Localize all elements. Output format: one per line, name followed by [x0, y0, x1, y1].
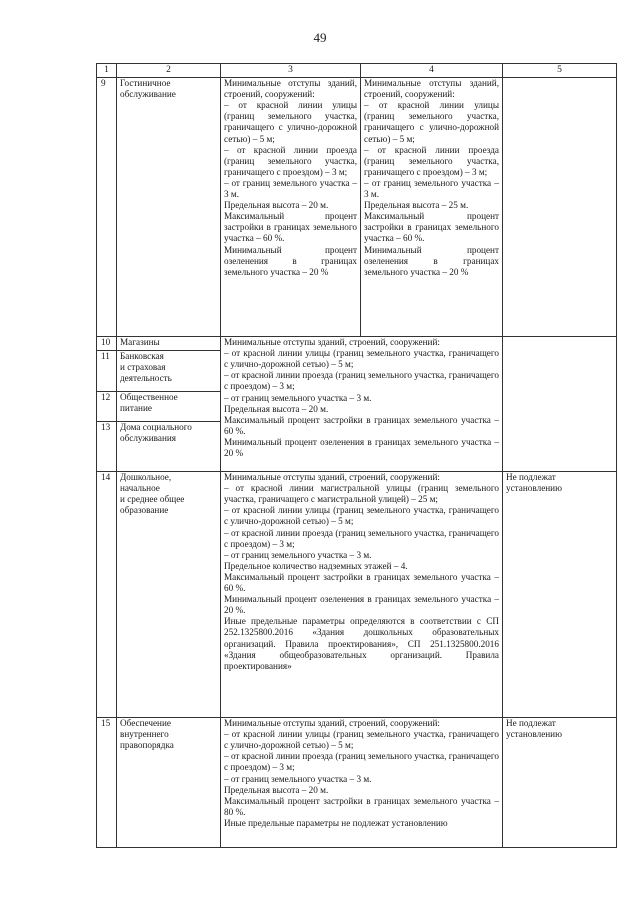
parameter-line: Максимальный процент застройки в границах земельного участка – 60 %. — [224, 414, 499, 436]
parameters-col4 — [361, 78, 503, 337]
parameter-line: – от границ земельного участка – 3 м. — [224, 392, 372, 403]
parameter-line: Предельная высота – 20 м. — [224, 784, 329, 795]
table-row — [97, 78, 617, 337]
parameter-line: – от красной линии улицы (границ земельного участка, граничащего с улично-дорожной сетью) – 5 м; — [364, 100, 499, 144]
parameter-line: – от красной линии улицы (границ земельного участка, граничащего с улично-дорожной сетью) – 5 м; — [224, 348, 499, 370]
parameter-line: Предельное количество надземных этажей – 4. — [224, 560, 408, 571]
notes-cell: Не подлежат установлению — [503, 472, 617, 718]
parameter-line: Предельная высота – 20 м. — [224, 403, 329, 414]
parameter-line: Максимальный процент застройки в границах земельного участка – 60 %. — [224, 571, 499, 594]
land-use-name: Дошкольное, начальное и среднее общее образование — [117, 472, 221, 718]
parameter-line: – от границ земельного участка – 3 м. — [224, 177, 357, 200]
parameter-line: – от границ земельного участка – 3 м. — [364, 177, 499, 200]
parameter-line: – от красной линии проезда (границ земельного участка, граничащего с проездом) – 3 м; — [224, 144, 357, 177]
parameter-line: Минимальные отступы зданий, строений, сооружений: — [224, 337, 440, 348]
parameter-line: Минимальный процент озеленения в границах земельного участка – 20 % — [364, 244, 499, 277]
regulations-table — [96, 63, 617, 848]
parameters-merged — [221, 337, 503, 472]
parameter-line: Максимальный процент застройки в границах земельного участка – 80 %. — [224, 795, 499, 817]
header-cell-3: 3 — [221, 64, 361, 78]
parameters-merged — [221, 472, 503, 718]
table-header-row — [97, 64, 617, 78]
parameters-merged — [221, 718, 503, 848]
header-cell-2: 2 — [117, 64, 221, 78]
parameter-line: Минимальный процент озеленения в границах земельного участка – 20 % — [224, 244, 357, 277]
row-number: 15 — [97, 718, 117, 848]
parameter-line: Предельная высота – 20 м. — [224, 200, 329, 211]
table-row — [97, 337, 617, 351]
parameter-line: – от границ земельного участка – 3 м. — [224, 773, 372, 784]
parameter-line: – от красной линии улицы (границ земельного участка, граничащего с улично-дорожной сетью) – 5 м; — [224, 100, 357, 144]
parameter-line: Минимальный процент озеленения в границах земельного участка – 20 % — [224, 436, 499, 459]
table-row — [97, 472, 617, 718]
row-number: 11 — [97, 351, 117, 392]
parameters-col3 — [221, 78, 361, 337]
table-row — [97, 718, 617, 848]
row-number: 10 — [97, 337, 117, 351]
row-number: 9 — [97, 78, 117, 337]
land-use-name: Гостиничное обслуживание — [117, 78, 221, 337]
parameter-line: Иные предельные параметры определяются в соответствии с СП 252.1325800.2016 «Здания дошкольных образовательных организаций. Правила проектирования», СП 251.1325800.2016 «Здания общеобразовательных организаций. Правила проектирования» — [224, 616, 499, 671]
header-cell-1: 1 — [97, 64, 117, 78]
parameter-line: – от красной линии проезда (границ земельного участка, граничащего с проездом) – 3 м; — [224, 751, 499, 773]
row-number: 14 — [97, 472, 117, 718]
parameter-line: – от красной линии улицы (границ земельного участка, граничащего с улично-дорожной сетью) – 5 м; — [224, 729, 499, 751]
land-use-name: Банковская и страховая деятельность — [117, 351, 221, 392]
notes-cell — [503, 337, 617, 472]
parameter-line: Минимальные отступы зданий, строений, сооружений: — [224, 718, 440, 729]
land-use-name: Дома социального обслуживания — [117, 422, 221, 472]
parameter-line: – от красной линии проезда (границ земельного участка, граничащего с проездом) – 3 м; — [224, 527, 499, 549]
land-use-name: Магазины — [117, 337, 221, 351]
parameter-line: Минимальный процент озеленения в границах земельного участка – 20 %. — [224, 594, 499, 616]
parameter-line: Минимальные отступы зданий, строений, сооружений: — [224, 472, 440, 483]
parameter-line: Предельная высота – 25 м. — [364, 200, 469, 211]
notes-cell: Не подлежат установлению — [503, 718, 617, 848]
land-use-name: Общественное питание — [117, 392, 221, 422]
parameter-line: – от красной линии проезда (границ земельного участка, граничащего с проездом) – 3 м; — [364, 144, 499, 177]
parameter-line: – от красной линии проезда (границ земельного участка, граничащего с проездом) – 3 м; — [224, 370, 499, 392]
parameter-line: – от красной линии магистральной улицы (границ земельного участка, граничащего с магистральной улицей) – 25 м; — [224, 483, 499, 505]
land-use-name: Обеспечение внутреннего правопорядка — [117, 718, 221, 848]
parameter-line: Минимальные отступы зданий, строений, сооружений: — [364, 78, 499, 100]
header-cell-4: 4 — [361, 64, 503, 78]
notes-cell — [503, 78, 617, 337]
row-number: 13 — [97, 422, 117, 472]
parameter-line: Максимальный процент застройки в границах земельного участка – 60 %. — [224, 211, 357, 244]
header-cell-5: 5 — [503, 64, 617, 78]
parameter-line: – от красной линии улицы (границ земельного участка, граничащего с улично-дорожной сетью) – 5 м; — [224, 505, 499, 527]
parameter-line: Иные предельные параметры не подлежат установлению — [224, 817, 448, 828]
parameter-line: Максимальный процент застройки в границах земельного участка – 60 %. — [364, 211, 499, 244]
row-number: 12 — [97, 392, 117, 422]
parameter-line: – от границ земельного участка – 3 м. — [224, 549, 372, 560]
parameter-line: Минимальные отступы зданий, строений, сооружений: — [224, 78, 357, 100]
page-number: 49 — [313, 30, 327, 45]
